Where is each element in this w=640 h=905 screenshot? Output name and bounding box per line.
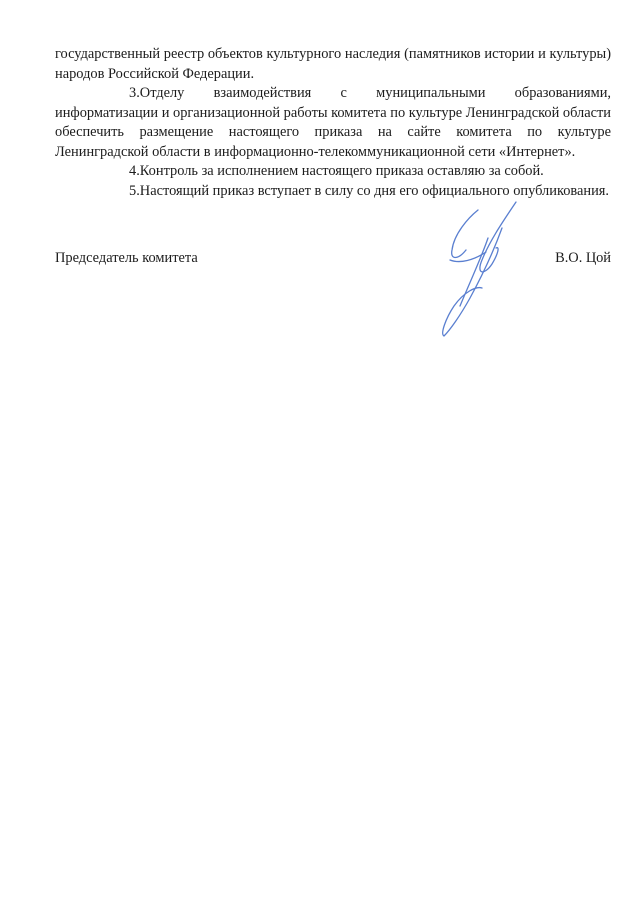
paragraph-number: 5. <box>129 182 140 199</box>
signatory-title: Председатель комитета <box>55 250 198 266</box>
paragraph-item-4 <box>55 162 611 182</box>
paragraph-text: Настоящий приказ вступает в силу со дня его официального опубликования. <box>139 182 610 199</box>
paragraph-number: 4. <box>129 163 140 179</box>
paragraph-text: Отделу взаимодействия с муниципальными образованиями, информатизации и организационной работы комитета по культуре Ленинградской области обеспечить размещение настоящего приказа на сайте комитета по культуре Ленинградской области в информационно-телекоммуникационной сети «Интернет». <box>55 85 611 160</box>
document-body <box>55 45 611 201</box>
paragraph-item-3 <box>55 84 611 162</box>
paragraph-continuation <box>55 45 611 84</box>
signatory-name: В.О. Цой <box>555 250 611 266</box>
paragraph-text: Контроль за исполнением настоящего приказа оставляю за собой. <box>139 163 544 179</box>
signature-block <box>55 248 611 270</box>
paragraph-number: 3. <box>129 85 140 101</box>
paragraph-text: государственный реестр объектов культурного наследия (памятников истории и культуры) народов Российской Федерации. <box>55 46 611 82</box>
